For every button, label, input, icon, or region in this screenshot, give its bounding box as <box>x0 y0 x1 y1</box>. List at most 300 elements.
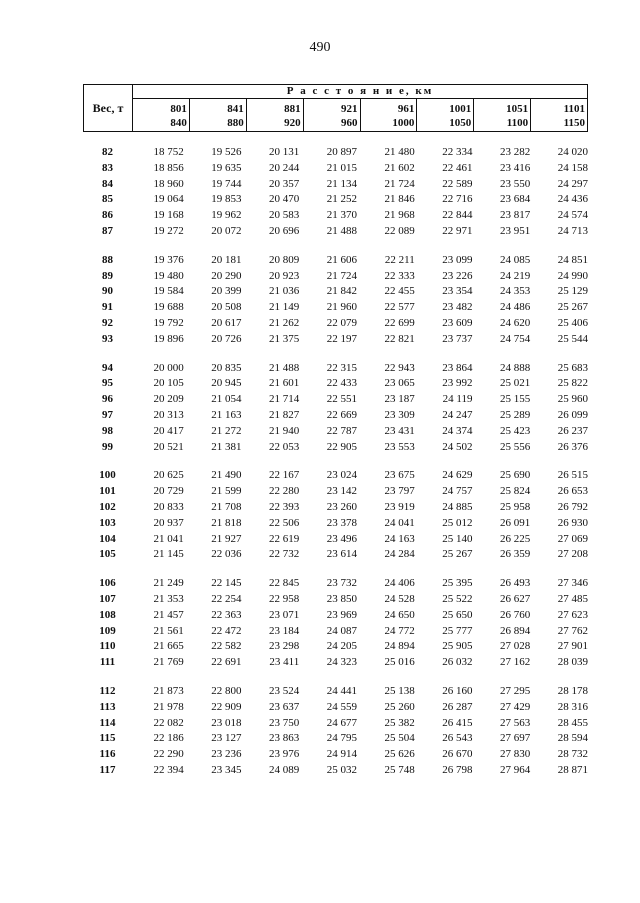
value-cell: 26 798 <box>442 763 473 776</box>
table-row <box>83 716 588 732</box>
value-cell: 24 297 <box>557 177 588 190</box>
value-cell: 26 160 <box>442 684 473 697</box>
value-cell: 28 316 <box>557 700 588 713</box>
value-cell: 21 252 <box>326 193 357 206</box>
value-cell: 25 690 <box>500 469 531 482</box>
value-cell: 22 053 <box>269 440 300 453</box>
value-cell: 22 582 <box>211 640 242 653</box>
value-cell: 21 163 <box>211 408 242 421</box>
range-header <box>417 99 474 131</box>
table-row <box>83 408 588 424</box>
table-row <box>83 468 588 484</box>
table-row <box>83 253 588 269</box>
table-row <box>83 376 588 392</box>
value-cell: 21 601 <box>269 377 300 390</box>
value-cell: 25 395 <box>442 577 473 590</box>
range-from: 961 <box>397 103 415 115</box>
value-cell: 24 041 <box>384 516 415 529</box>
value-cell: 20 583 <box>269 209 300 222</box>
value-cell: 26 376 <box>557 440 588 453</box>
value-cell: 23 675 <box>384 469 415 482</box>
table-row <box>83 547 588 563</box>
value-cell: 23 226 <box>442 269 473 282</box>
value-cell: 25 140 <box>442 532 473 545</box>
value-cell: 24 620 <box>500 316 531 329</box>
value-cell: 21 968 <box>384 209 415 222</box>
value-cell: 19 635 <box>211 161 242 174</box>
range-to: 1100 <box>506 117 529 129</box>
value-cell: 24 754 <box>500 332 531 345</box>
weight-cell: 111 <box>99 656 116 669</box>
value-cell: 21 145 <box>153 548 184 561</box>
value-cell: 26 493 <box>500 577 531 590</box>
value-cell: 18 752 <box>153 146 184 158</box>
table-header <box>83 84 588 132</box>
weight-cell: 101 <box>99 485 116 498</box>
value-cell: 23 071 <box>269 608 300 621</box>
range-to: 920 <box>284 117 301 129</box>
value-cell: 23 732 <box>326 577 357 590</box>
table-row <box>83 576 588 592</box>
value-cell: 23 976 <box>269 748 300 761</box>
value-cell: 21 846 <box>384 193 415 206</box>
value-cell: 22 669 <box>326 408 357 421</box>
value-cell: 24 284 <box>384 548 415 561</box>
weight-cell: 91 <box>102 301 113 314</box>
value-cell: 23 553 <box>384 440 415 453</box>
value-cell: 28 178 <box>557 684 588 697</box>
range-from: 881 <box>284 103 301 115</box>
weight-cell: 87 <box>102 224 113 237</box>
value-cell: 24 795 <box>326 732 357 745</box>
weight-cell: 108 <box>99 608 116 621</box>
weight-cell: 96 <box>102 393 113 406</box>
value-cell: 19 480 <box>153 269 184 282</box>
value-cell: 25 129 <box>557 285 588 298</box>
value-cell: 24 888 <box>500 361 531 374</box>
value-cell: 21 714 <box>269 393 300 406</box>
range-header <box>474 99 531 131</box>
value-cell: 27 429 <box>500 700 531 713</box>
value-cell: 22 186 <box>153 732 184 745</box>
value-cell: 25 824 <box>500 485 531 498</box>
value-cell: 21 041 <box>153 532 184 545</box>
table-row <box>83 332 588 348</box>
value-cell: 20 072 <box>211 224 242 237</box>
value-cell: 20 835 <box>211 361 242 374</box>
value-cell: 27 964 <box>500 763 531 776</box>
range-from: 921 <box>341 103 358 115</box>
value-cell: 19 168 <box>153 209 184 222</box>
value-cell: 24 323 <box>326 656 357 669</box>
value-cell: 26 792 <box>557 500 588 513</box>
value-cell: 23 524 <box>269 684 300 697</box>
value-cell: 23 496 <box>326 532 357 545</box>
value-cell: 22 290 <box>153 748 184 761</box>
table-row <box>83 684 588 700</box>
value-cell: 23 969 <box>326 608 357 621</box>
value-cell: 20 726 <box>211 332 242 345</box>
value-cell: 27 346 <box>557 577 588 590</box>
value-cell: 21 602 <box>384 161 415 174</box>
weight-cell: 86 <box>102 209 113 222</box>
value-cell: 25 960 <box>557 393 588 406</box>
value-cell: 22 461 <box>442 161 473 174</box>
value-cell: 24 894 <box>384 640 415 653</box>
table-row <box>83 284 588 300</box>
value-cell: 19 744 <box>211 177 242 190</box>
table-row <box>83 608 588 624</box>
value-cell: 21 353 <box>153 592 184 605</box>
value-cell: 26 894 <box>500 624 531 637</box>
value-cell: 25 423 <box>500 424 531 437</box>
row-group <box>83 468 588 563</box>
value-cell: 23 345 <box>211 763 242 776</box>
table-row <box>83 392 588 408</box>
value-cell: 23 797 <box>384 485 415 498</box>
value-cell: 22 455 <box>384 285 415 298</box>
value-cell: 19 896 <box>153 332 184 345</box>
value-cell: 25 958 <box>500 500 531 513</box>
range-header <box>531 99 587 131</box>
value-cell: 23 431 <box>384 424 415 437</box>
weight-cell: 110 <box>99 640 116 653</box>
value-cell: 23 018 <box>211 716 242 729</box>
value-cell: 20 209 <box>153 393 184 406</box>
page-number: 490 <box>309 40 331 55</box>
value-cell: 20 131 <box>269 146 300 158</box>
value-cell: 28 455 <box>557 716 588 729</box>
value-cell: 25 016 <box>384 656 415 669</box>
table-row <box>83 161 588 177</box>
weight-cell: 100 <box>99 469 116 482</box>
value-cell: 25 382 <box>384 716 415 729</box>
value-cell: 19 688 <box>153 301 184 314</box>
value-cell: 20 470 <box>269 193 300 206</box>
value-cell: 23 127 <box>211 732 242 745</box>
value-cell: 25 032 <box>326 763 357 776</box>
weight-column-header: Вес, т <box>84 85 133 131</box>
value-cell: 19 272 <box>153 224 184 237</box>
weight-cell: 113 <box>99 700 116 713</box>
value-cell: 19 376 <box>153 253 184 266</box>
value-cell: 26 653 <box>557 485 588 498</box>
value-cell: 27 069 <box>557 532 588 545</box>
value-cell: 23 298 <box>269 640 300 653</box>
value-cell: 22 433 <box>326 377 357 390</box>
table-row <box>83 440 588 456</box>
table-row <box>83 424 588 440</box>
table-row <box>83 316 588 332</box>
value-cell: 23 951 <box>500 224 531 237</box>
value-cell: 23 817 <box>500 209 531 222</box>
range-header <box>133 99 190 131</box>
value-cell: 24 914 <box>326 748 357 761</box>
value-cell: 25 267 <box>557 301 588 314</box>
value-cell: 24 502 <box>442 440 473 453</box>
value-cell: 25 289 <box>500 408 531 421</box>
value-cell: 21 940 <box>269 424 300 437</box>
value-cell: 21 370 <box>326 209 357 222</box>
value-cell: 19 584 <box>153 285 184 298</box>
value-cell: 22 971 <box>442 224 473 237</box>
weight-cell: 103 <box>99 516 116 529</box>
row-group <box>83 253 588 348</box>
fare-table-body <box>83 145 588 792</box>
value-cell: 24 990 <box>557 269 588 282</box>
row-group <box>83 684 588 779</box>
value-cell: 27 697 <box>500 732 531 745</box>
value-cell: 21 015 <box>326 161 357 174</box>
weight-cell: 102 <box>99 500 116 513</box>
weight-cell: 88 <box>102 253 113 266</box>
value-cell: 20 181 <box>211 253 242 266</box>
distance-range-headers <box>133 99 587 131</box>
value-cell: 25 260 <box>384 700 415 713</box>
value-cell: 23 260 <box>326 500 357 513</box>
value-cell: 22 280 <box>269 485 300 498</box>
value-cell: 21 927 <box>211 532 242 545</box>
value-cell: 21 249 <box>153 577 184 590</box>
value-cell: 24 677 <box>326 716 357 729</box>
value-cell: 27 563 <box>500 716 531 729</box>
value-cell: 22 082 <box>153 716 184 729</box>
value-cell: 22 909 <box>211 700 242 713</box>
value-cell: 23 024 <box>326 469 357 482</box>
range-from: 801 <box>170 103 187 115</box>
value-cell: 22 732 <box>269 548 300 561</box>
value-cell: 26 515 <box>557 469 588 482</box>
value-cell: 24 885 <box>442 500 473 513</box>
range-from: 1101 <box>563 103 585 115</box>
weight-cell: 115 <box>99 732 116 745</box>
value-cell: 23 411 <box>269 656 300 669</box>
value-cell: 25 905 <box>442 640 473 653</box>
value-cell: 27 830 <box>500 748 531 761</box>
value-cell: 22 905 <box>326 440 357 453</box>
value-cell: 22 315 <box>326 361 357 374</box>
value-cell: 22 394 <box>153 763 184 776</box>
value-cell: 25 748 <box>384 763 415 776</box>
range-header <box>304 99 361 131</box>
table-row <box>83 224 588 240</box>
value-cell: 21 978 <box>153 700 184 713</box>
value-cell: 23 863 <box>269 732 300 745</box>
value-cell: 24 219 <box>500 269 531 282</box>
weight-cell: 82 <box>102 146 113 158</box>
value-cell: 20 833 <box>153 500 184 513</box>
value-cell: 21 134 <box>326 177 357 190</box>
value-cell: 18 960 <box>153 177 184 190</box>
table-row <box>83 624 588 640</box>
value-cell: 22 197 <box>326 332 357 345</box>
value-cell: 21 599 <box>211 485 242 498</box>
value-cell: 24 089 <box>269 763 300 776</box>
value-cell: 24 087 <box>326 624 357 637</box>
weight-cell: 90 <box>102 285 113 298</box>
value-cell: 24 436 <box>557 193 588 206</box>
range-to: 1050 <box>449 117 472 129</box>
weight-cell: 107 <box>99 592 116 605</box>
value-cell: 22 333 <box>384 269 415 282</box>
value-cell: 22 089 <box>384 224 415 237</box>
value-cell: 26 670 <box>442 748 473 761</box>
value-cell: 20 696 <box>269 224 300 237</box>
value-cell: 25 406 <box>557 316 588 329</box>
weight-cell: 106 <box>99 577 116 590</box>
value-cell: 20 357 <box>269 177 300 190</box>
table-row <box>83 532 588 548</box>
value-cell: 22 577 <box>384 301 415 314</box>
value-cell: 25 522 <box>442 592 473 605</box>
weight-cell: 112 <box>99 684 116 697</box>
value-cell: 23 550 <box>500 177 531 190</box>
value-cell: 20 521 <box>153 440 184 453</box>
value-cell: 26 099 <box>557 408 588 421</box>
value-cell: 25 626 <box>384 748 415 761</box>
value-cell: 27 208 <box>557 548 588 561</box>
value-cell: 23 282 <box>500 146 531 158</box>
value-cell: 22 787 <box>326 424 357 437</box>
value-cell: 23 684 <box>500 193 531 206</box>
value-cell: 21 769 <box>153 656 184 669</box>
value-cell: 22 699 <box>384 316 415 329</box>
table-row <box>83 747 588 763</box>
weight-cell: 104 <box>99 532 116 545</box>
value-cell: 23 184 <box>269 624 300 637</box>
value-cell: 24 085 <box>500 253 531 266</box>
value-cell: 25 267 <box>442 548 473 561</box>
value-cell: 23 354 <box>442 285 473 298</box>
value-cell: 26 760 <box>500 608 531 621</box>
value-cell: 26 543 <box>442 732 473 745</box>
value-cell: 19 526 <box>211 146 242 158</box>
table-row <box>83 484 588 500</box>
range-from: 1001 <box>449 103 472 115</box>
value-cell: 20 290 <box>211 269 242 282</box>
value-cell: 23 637 <box>269 700 300 713</box>
value-cell: 24 713 <box>557 224 588 237</box>
value-cell: 25 650 <box>442 608 473 621</box>
value-cell: 23 065 <box>384 377 415 390</box>
value-cell: 22 691 <box>211 656 242 669</box>
value-cell: 18 856 <box>153 161 184 174</box>
weight-cell: 94 <box>102 361 113 374</box>
value-cell: 21 488 <box>326 224 357 237</box>
value-cell: 21 375 <box>269 332 300 345</box>
value-cell: 23 187 <box>384 393 415 406</box>
range-to: 1150 <box>563 117 585 129</box>
value-cell: 19 962 <box>211 209 242 222</box>
value-cell: 27 485 <box>557 592 588 605</box>
value-cell: 21 827 <box>269 408 300 421</box>
value-cell: 27 162 <box>500 656 531 669</box>
value-cell: 20 000 <box>153 361 184 374</box>
weight-cell: 97 <box>102 408 113 421</box>
value-cell: 27 901 <box>557 640 588 653</box>
value-cell: 24 441 <box>326 684 357 697</box>
row-group <box>83 145 588 240</box>
value-cell: 21 665 <box>153 640 184 653</box>
value-cell: 22 845 <box>269 577 300 590</box>
value-cell: 28 871 <box>557 763 588 776</box>
value-cell: 21 262 <box>269 316 300 329</box>
weight-cell: 116 <box>99 748 116 761</box>
value-cell: 22 079 <box>326 316 357 329</box>
value-cell: 24 629 <box>442 469 473 482</box>
table-row <box>83 592 588 608</box>
value-cell: 25 021 <box>500 377 531 390</box>
value-cell: 26 287 <box>442 700 473 713</box>
value-cell: 25 138 <box>384 684 415 697</box>
value-cell: 22 589 <box>442 177 473 190</box>
range-header <box>247 99 304 131</box>
value-cell: 22 036 <box>211 548 242 561</box>
weight-cell: 109 <box>99 624 116 637</box>
range-header <box>361 99 418 131</box>
table-row <box>83 500 588 516</box>
value-cell: 22 844 <box>442 209 473 222</box>
value-cell: 25 504 <box>384 732 415 745</box>
value-cell: 20 625 <box>153 469 184 482</box>
value-cell: 20 417 <box>153 424 184 437</box>
value-cell: 23 309 <box>384 408 415 421</box>
value-cell: 20 105 <box>153 377 184 390</box>
row-group <box>83 361 588 456</box>
table-row <box>83 655 588 671</box>
value-cell: 25 155 <box>500 393 531 406</box>
value-cell: 27 028 <box>500 640 531 653</box>
value-cell: 26 627 <box>500 592 531 605</box>
value-cell: 24 205 <box>326 640 357 653</box>
weight-cell: 98 <box>102 424 113 437</box>
table-row <box>83 269 588 285</box>
value-cell: 19 792 <box>153 316 184 329</box>
range-to: 1000 <box>392 117 415 129</box>
value-cell: 24 574 <box>557 209 588 222</box>
value-cell: 21 488 <box>269 361 300 374</box>
value-cell: 20 617 <box>211 316 242 329</box>
value-cell: 21 960 <box>326 301 357 314</box>
value-cell: 24 528 <box>384 592 415 605</box>
distance-header: Р а с с т о я н и е, км <box>133 85 587 99</box>
value-cell: 22 145 <box>211 577 242 590</box>
value-cell: 20 937 <box>153 516 184 529</box>
value-cell: 24 559 <box>326 700 357 713</box>
value-cell: 27 295 <box>500 684 531 697</box>
value-cell: 21 381 <box>211 440 242 453</box>
value-cell: 24 486 <box>500 301 531 314</box>
value-cell: 24 851 <box>557 253 588 266</box>
weight-cell: 114 <box>99 716 116 729</box>
weight-cell: 99 <box>102 440 113 453</box>
value-cell: 24 772 <box>384 624 415 637</box>
value-cell: 26 091 <box>500 516 531 529</box>
value-cell: 27 623 <box>557 608 588 621</box>
value-cell: 23 236 <box>211 748 242 761</box>
value-cell: 22 800 <box>211 684 242 697</box>
value-cell: 23 864 <box>442 361 473 374</box>
value-cell: 21 818 <box>211 516 242 529</box>
value-cell: 26 032 <box>442 656 473 669</box>
value-cell: 24 353 <box>500 285 531 298</box>
weight-cell: 85 <box>102 193 113 206</box>
value-cell: 23 737 <box>442 332 473 345</box>
value-cell: 24 650 <box>384 608 415 621</box>
value-cell: 24 757 <box>442 485 473 498</box>
weight-cell: 105 <box>99 548 116 561</box>
value-cell: 25 012 <box>442 516 473 529</box>
